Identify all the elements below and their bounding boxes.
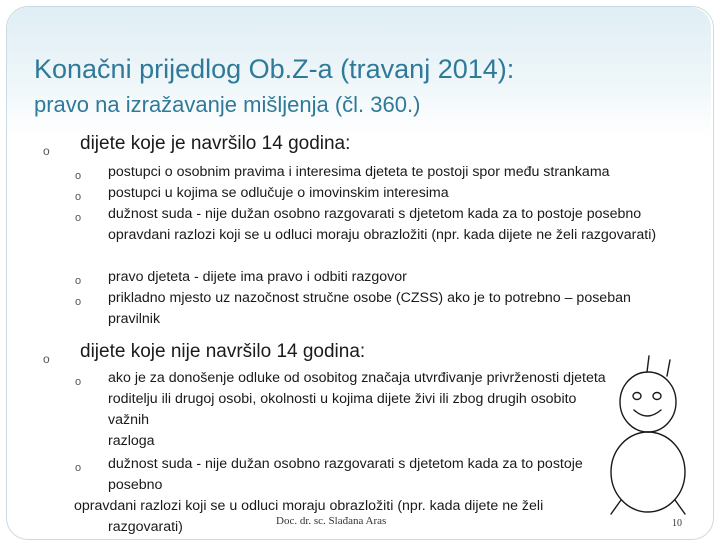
section1-item: pravo djeteta - dijete ima pravo i odbiti razgovor bbox=[108, 269, 407, 285]
bullet: o bbox=[43, 144, 50, 158]
section1-item: dužnost suda - nije dužan osobno razgovarati s djetetom kada za to postoje posebno opravdani razlozi koji se u odluci moraju obrazložiti (npr. kada dijete ne želi razgovarati) bbox=[108, 206, 657, 243]
section2-item-line: roditelju ili drugoj osobi, okolnosti u kojima dijete živi ili zbog drugih osobito bbox=[108, 391, 577, 407]
section2-item-line: ako je za donošenje odluke od osobitog značaja utvrđivanje privrženosti djeteta bbox=[108, 370, 606, 386]
page-number: 10 bbox=[672, 518, 682, 529]
bullet: o bbox=[75, 191, 82, 203]
section1-item: postupci u kojima se odlučuje o imovinskim interesima bbox=[108, 185, 449, 201]
section2-heading: dijete koje nije navršilo 14 godina: bbox=[80, 341, 366, 362]
section1-item: postupci o osobnim pravima i interesima djeteta te postoji spor među strankama bbox=[108, 164, 610, 180]
bullet: o bbox=[75, 376, 82, 388]
footer-author: Doc. dr. sc. Slađana Aras bbox=[276, 515, 387, 527]
section2-item-line: posebno bbox=[108, 477, 163, 493]
bullet: o bbox=[43, 352, 50, 366]
section2-item-line: opravdani razlozi koji se u odluci moraju obrazložiti (npr. kada dijete ne želi bbox=[74, 498, 544, 514]
bullet: o bbox=[75, 170, 82, 182]
slide-title: Konačni prijedlog Ob.Z-a (travanj 2014): bbox=[34, 54, 515, 84]
bullet: o bbox=[75, 275, 82, 287]
slide-subtitle: pravo na izražavanje mišljenja (čl. 360.) bbox=[34, 92, 421, 117]
section2-item-line: dužnost suda - nije dužan osobno razgovarati s djetetom kada za to postoje bbox=[108, 456, 583, 472]
section2-item-line: razgovarati) bbox=[108, 519, 183, 535]
stick-figure-doodle-icon bbox=[585, 350, 700, 530]
bullet: o bbox=[75, 296, 82, 308]
bullet: o bbox=[75, 462, 82, 474]
section1-item: prikladno mjesto uz nazočnost stručne osobe (CZSS) ako je to potrebno – poseban pravilnik bbox=[108, 290, 631, 327]
bullet: o bbox=[75, 212, 82, 224]
section1-heading: dijete koje je navršilo 14 godina: bbox=[80, 133, 351, 154]
section2-item-line: važnih bbox=[108, 412, 150, 428]
section2-item-line: razloga bbox=[108, 433, 155, 449]
